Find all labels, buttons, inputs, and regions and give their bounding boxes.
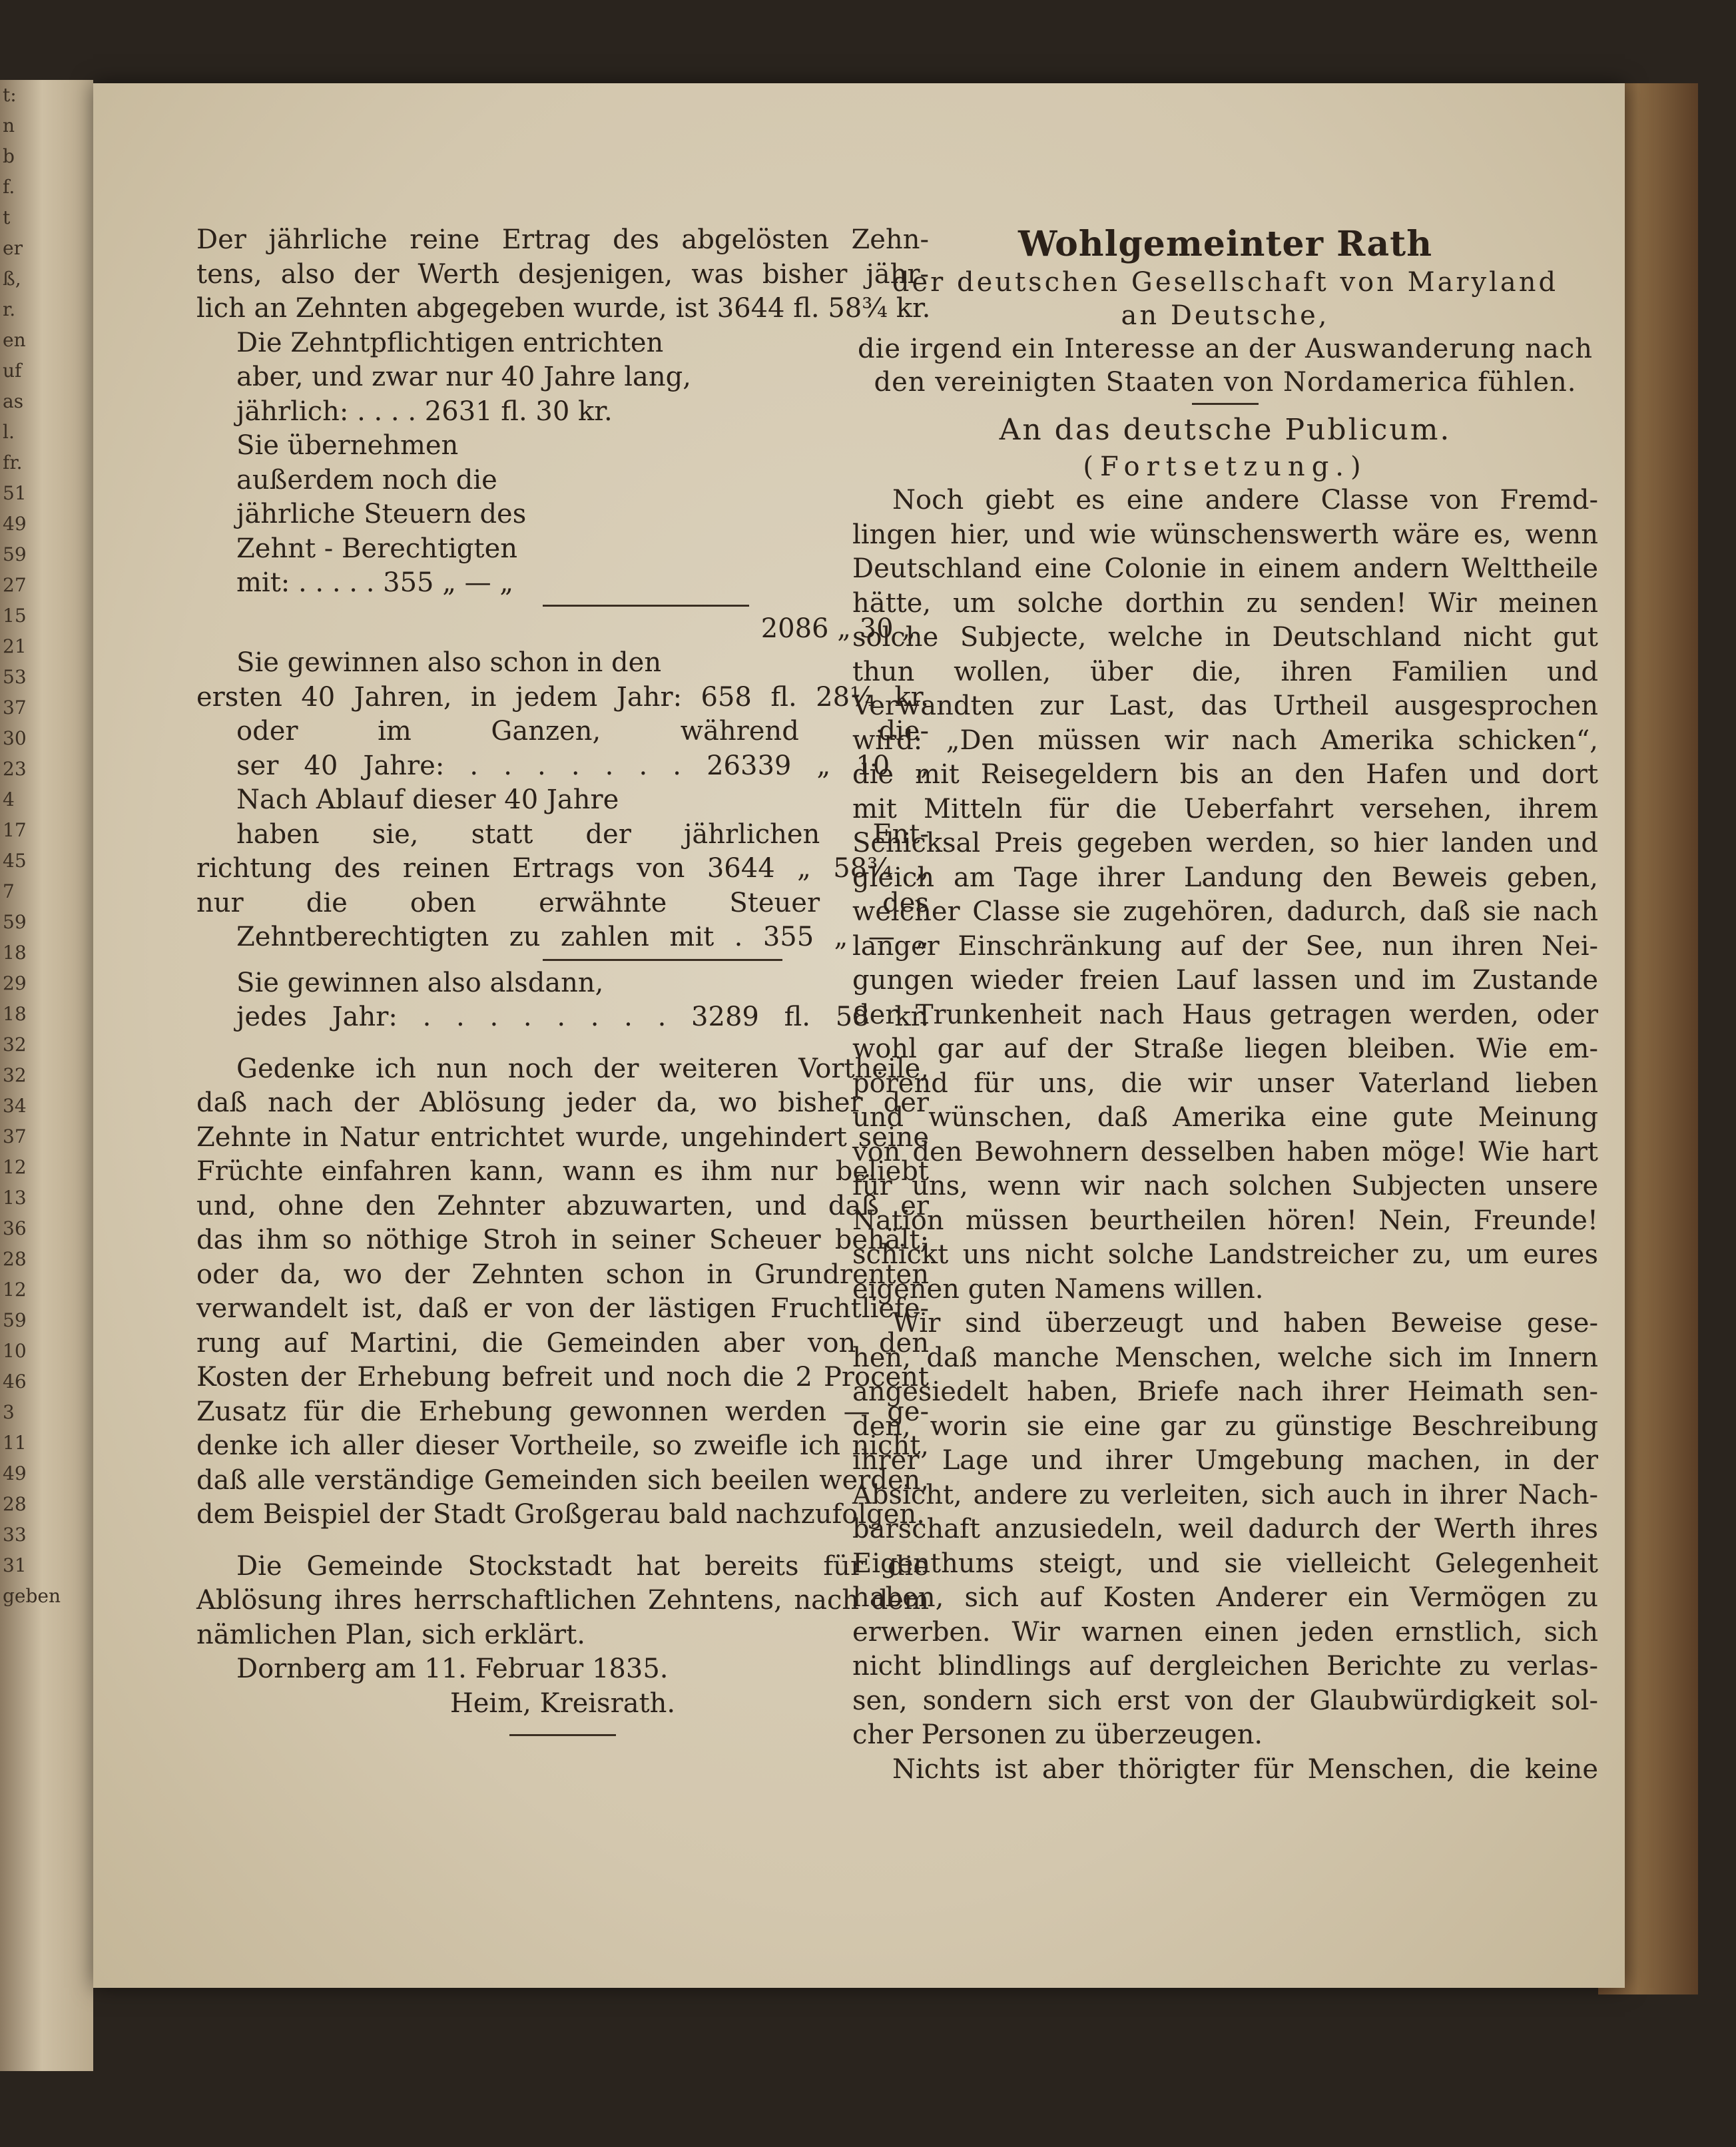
text-line: erwerben. Wir warnen einen jeden ernstlich, sich (852, 1616, 1598, 1648)
text-line: sen, sondern sich erst von der Glaubwürdigkeit sol- (852, 1685, 1598, 1716)
text-line: Früchte einfahren kann, wann es ihm nur beliebt (196, 1156, 929, 1187)
margin-fragment: f. (3, 176, 15, 198)
adjacent-page-edge (0, 80, 93, 2071)
margin-fragment: t: (3, 84, 17, 106)
text-line: aber, und zwar nur 40 Jahre lang, (236, 362, 691, 392)
right-column (852, 223, 1598, 1787)
text-line: Sie gewinnen also schon in den (236, 647, 662, 678)
text-line: denke ich aller dieser Vortheile, so zweifle ich nicht, (196, 1430, 929, 1461)
sum-rule (543, 605, 749, 607)
text-line: für uns, wenn wir nach solchen Subjecten unsere (852, 1171, 1598, 1201)
text-line: wird: „Den müssen wir nach Amerika schicken“, (852, 725, 1598, 756)
margin-fragment: geben (3, 1585, 61, 1607)
text-line: gleich am Tage ihrer Landung den Beweis geben, (852, 862, 1598, 893)
margin-fragment: 49 (3, 513, 27, 535)
margin-fragment: 18 (3, 942, 27, 964)
margin-fragment: 59 (3, 911, 27, 933)
text-line: der Trunkenheit nach Haus getragen werden, oder (852, 999, 1598, 1030)
article-subtitle-1: der deutschen Gesellschaft von Maryland (892, 267, 1559, 298)
text-line: 2086 „ 30 „ (760, 613, 916, 644)
text-line: Ablösung ihres herrschaftlichen Zehntens, nach dem (196, 1585, 929, 1616)
article-subtitle-2: an Deutsche, (1121, 300, 1330, 331)
margin-fragment: 37 (3, 1125, 27, 1147)
text-line: Eigenthums steigt, und sie vielleicht Gelegenheit (852, 1548, 1598, 1579)
title-divider (1192, 403, 1259, 405)
text-line: pörend für uns, die wir unser Vaterland lieben (852, 1068, 1598, 1099)
margin-fragment: 29 (3, 972, 27, 994)
text-line: solche Subjecte, welche in Deutschland nicht gut (852, 622, 1598, 653)
margin-fragment: 45 (3, 850, 27, 872)
margin-fragment: 36 (3, 1217, 27, 1239)
book-page (93, 83, 1625, 1988)
text-line: thun wollen, über die, ihren Familien und (852, 656, 1598, 687)
margin-fragment: 31 (3, 1554, 27, 1576)
text-line: rung auf Martini, die Gemeinden aber von den (196, 1327, 929, 1359)
margin-fragment: ß, (3, 268, 21, 290)
text-line: Absicht, andere zu verleiten, sich auch in ihrer Nach- (852, 1479, 1598, 1510)
text-line: oder da, wo der Zehnten schon in Grundrenten (196, 1259, 929, 1290)
article-title: Wohlgemeinter Rath (1017, 224, 1433, 264)
margin-fragment: as (3, 390, 24, 412)
margin-fragment: 51 (3, 482, 27, 504)
margin-fragment: 49 (3, 1462, 27, 1484)
paragraph-gap (196, 1532, 929, 1550)
text-line: Zusatz für die Erhebung gewonnen werden — ge- (196, 1396, 929, 1427)
margin-fragment: 7 (3, 880, 15, 902)
margin-fragment: uf (3, 360, 22, 382)
margin-fragment: 4 (3, 788, 15, 810)
closing-rule (509, 1734, 616, 1736)
text-line: ihrer Lage und ihrer Umgebung machen, in der (852, 1445, 1598, 1476)
text-line: Noch giebt es eine andere Classe von Fremd- (892, 485, 1598, 515)
text-line: nämlichen Plan, sich erklärt. (196, 1619, 585, 1650)
margin-fragment: 13 (3, 1187, 27, 1209)
right-body (852, 483, 1598, 1787)
text-line: Deutschland eine Colonie in einem andern Welttheile (852, 553, 1598, 584)
text-line: lich an Zehnten abgegeben wurde, ist 3644 fl. 58¾ kr. (196, 293, 931, 324)
text-line: und, ohne den Zehnter abzuwarten, und daß er (196, 1190, 929, 1221)
text-line: von den Bewohnern desselben haben möge! Wie hart (852, 1136, 1598, 1167)
margin-fragment: b (3, 145, 15, 167)
text-line: barschaft anzusiedeln, weil dadurch der Werth ihres (852, 1514, 1598, 1544)
text-line: Verwandten zur Last, das Urtheil ausgesprochen (852, 691, 1598, 721)
text-line: Der jährliche reine Ertrag des abgelösten Zehn- (196, 224, 929, 255)
text-line: haben, sich auf Kosten Anderer ein Vermögen zu (852, 1582, 1598, 1613)
margin-fragment: 23 (3, 758, 27, 780)
section-heading: An das deutsche Publicum. (999, 413, 1452, 447)
margin-fragment: r. (3, 298, 16, 320)
text-line: jedes Jahr: . . . . . . . . 3289 fl. 58 kr. (236, 1002, 929, 1032)
margin-fragment: 59 (3, 543, 27, 565)
margin-fragment: 32 (3, 1034, 27, 1056)
text-line: Nation müssen beurtheilen hören! Nein, Freunde! (852, 1205, 1598, 1236)
margin-fragment: 21 (3, 635, 27, 657)
text-line: hen, daß manche Menschen, welche sich im Innern (852, 1342, 1598, 1373)
text-line: Dornberg am 11. Februar 1835. (236, 1654, 669, 1684)
margin-fragment: 15 (3, 605, 27, 627)
margin-fragment: 53 (3, 666, 27, 688)
text-line: nur die oben erwähnte Steuer des (196, 887, 929, 918)
text-line: hätte, um solche dorthin zu senden! Wir meinen (852, 587, 1598, 619)
margin-fragment: 27 (3, 574, 27, 596)
margin-fragment: 59 (3, 1309, 27, 1331)
margin-fragment: 11 (3, 1432, 27, 1454)
text-line: mit Mitteln für die Ueberfahrt versehen, ihrem (852, 793, 1598, 824)
sum-rule (543, 959, 782, 961)
text-line: tens, also der Werth desjenigen, was bisher jähr- (196, 258, 929, 290)
text-line: richtung des reinen Ertrags von 3644 „ 58¾ „ (196, 853, 929, 884)
margin-fragment: 28 (3, 1248, 27, 1270)
margin-fragment: n (3, 115, 15, 137)
article-subtitle-3: die irgend ein Interesse an der Auswanderung nach (857, 334, 1593, 364)
text-line: haben sie, statt der jährlichen Ent- (236, 818, 929, 850)
margin-fragment: t (3, 206, 11, 228)
text-line: wohl gar auf der Straße liegen bleiben. Wie em- (852, 1034, 1598, 1064)
text-line: verwandelt ist, daß er von der lästigen Fruchtliefe- (196, 1293, 929, 1324)
text-line: Sie übernehmen (236, 430, 459, 461)
text-line: welcher Classe sie zugehören, dadurch, daß sie nach (852, 896, 1598, 927)
margin-fragment: 12 (3, 1156, 27, 1178)
text-line: daß nach der Ablösung jeder da, wo bisher der (196, 1087, 929, 1118)
margin-fragment: er (3, 237, 23, 259)
text-line: jährlich: . . . . 2631 fl. 30 kr. (236, 396, 613, 427)
text-line: nicht blindlings auf dergleichen Berichte zu verlas- (852, 1651, 1598, 1682)
margin-fragment: 37 (3, 697, 27, 719)
text-line: Gedenke ich nun noch der weiteren Vortheile, (236, 1053, 929, 1084)
text-line: Zehnte in Natur entrichtet wurde, ungehindert seine (196, 1121, 929, 1153)
text-line: langer Einschränkung auf der See, nun ihren Nei- (852, 930, 1598, 962)
continuation-note: (Fortsetzung.) (1083, 452, 1368, 482)
text-line: Kosten der Erhebung befreit und noch die 2 Procent (196, 1362, 929, 1392)
margin-fragment: 12 (3, 1279, 27, 1301)
text-line: lingen hier, und wie wünschenswerth wäre es, wenn (852, 519, 1598, 550)
margin-fragment: 34 (3, 1095, 27, 1117)
text-line: jährliche Steuern des (236, 499, 527, 529)
text-line: Nach Ablauf dieser 40 Jahre (236, 784, 619, 815)
text-line: Zehntberechtigten zu zahlen mit . 355 „ — „ (236, 922, 929, 952)
text-line: Wir sind überzeugt und haben Beweise gese- (892, 1308, 1598, 1339)
text-line: Schicksal Preis gegeben werden, so hier landen und (852, 828, 1598, 858)
text-line: Heim, Kreisrath. (449, 1687, 676, 1719)
text-line: dem Beispiel der Stadt Großgerau bald nachzufolgen. (196, 1499, 925, 1530)
margin-fragment: 28 (3, 1493, 27, 1515)
margin-fragment: fr. (3, 452, 23, 473)
text-line: schickt uns nicht solche Landstreicher zu, um eures (852, 1239, 1598, 1270)
text-line: cher Personen zu überzeugen. (852, 1719, 1263, 1750)
margin-fragment: 18 (3, 1003, 27, 1025)
text-line: ersten 40 Jahren, in jedem Jahr: 658 fl. 28¼ kr. (196, 681, 929, 713)
text-line: gungen wieder freien Lauf lassen und im Zustande (852, 965, 1598, 996)
margin-fragment: 10 (3, 1340, 27, 1362)
text-line: die mit Reisegeldern bis an den Hafen und dort (852, 759, 1598, 790)
margin-fragment: l. (3, 421, 15, 443)
article-subtitle-4: den vereinigten Staaten von Nordamerica fühlen. (874, 367, 1577, 398)
margin-fragment: 30 (3, 727, 27, 749)
text-line: das ihm so nöthige Stroh in seiner Scheuer behält; (196, 1225, 929, 1255)
text-line: und wünschen, daß Amerika eine gute Meinung (852, 1102, 1598, 1133)
left-column (196, 223, 929, 1736)
text-line: Sie gewinnen also alsdann, (236, 967, 604, 998)
text-line: Die Gemeinde Stockstadt hat bereits für die (236, 1550, 929, 1582)
text-line: angesiedelt haben, Briefe nach ihrer Heimath sen- (852, 1377, 1598, 1407)
margin-fragment: en (3, 329, 26, 351)
margin-fragment: 32 (3, 1064, 27, 1086)
margin-fragment: 17 (3, 819, 27, 841)
margin-fragment: 46 (3, 1371, 27, 1392)
text-line: außerdem noch die (236, 464, 497, 495)
text-line: eigenen guten Namens willen. (852, 1273, 1264, 1305)
text-line: daß alle verständige Gemeinden sich beeilen werden, (196, 1464, 929, 1496)
text-line: Zehnt - Berechtigten (236, 533, 518, 564)
text-line: den, worin sie eine gar zu günstige Beschreibung (852, 1410, 1598, 1442)
text-line: ser 40 Jahre: . . . . . . . 26339 „ 10 „ (236, 750, 929, 781)
text-line: Nichts ist aber thörigter für Menschen, die keine (892, 1753, 1598, 1785)
text-line: mit: . . . . . 355 „ — „ (236, 567, 514, 598)
text-line: oder im Ganzen, während die- (236, 716, 929, 747)
paragraph-gap (196, 1035, 929, 1052)
margin-fragment: 3 (3, 1401, 15, 1423)
margin-fragment: 33 (3, 1524, 27, 1546)
text-line: Die Zehntpflichtigen entrichten (236, 327, 664, 358)
